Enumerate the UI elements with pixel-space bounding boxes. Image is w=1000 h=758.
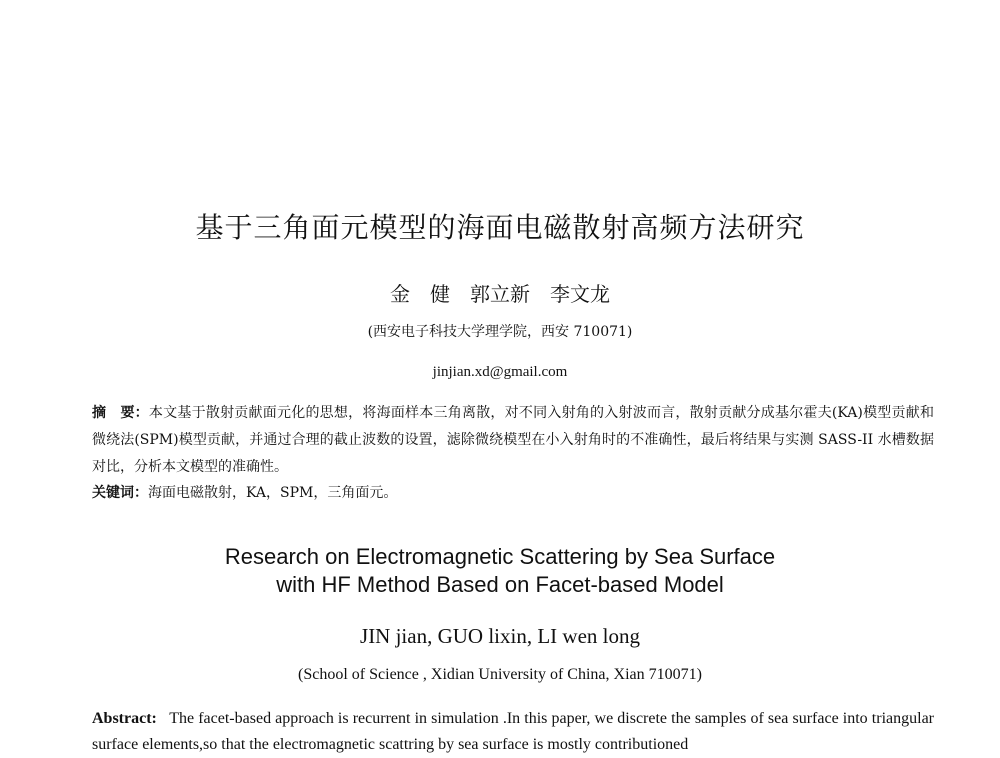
chinese-abstract	[92, 400, 934, 481]
english-title-line-1: Research on Electromagnetic Scattering by Sea Surface	[224, 544, 776, 569]
chinese-abstract-label: 摘 要：	[92, 405, 149, 421]
chinese-keywords-text: 海面电磁散射，KA，SPM，三角面元。	[148, 485, 398, 501]
english-abstract-label: Abstract:	[92, 710, 157, 727]
english-authors: JIN jian, GUO lixin, LI wen long	[360, 624, 640, 648]
chinese-affiliation: (西安电子科技大学理学院，西安 710071)	[367, 324, 633, 340]
english-affiliation: (School of Science , Xidian University of China, Xian 710071)	[298, 666, 702, 683]
english-abstract-text: The facet-based approach is recurrent in simulation .In this paper, we discrete the samples of sea surface into triangular surface elements,so that the electromagnetic scattring by sea surface is mostly contributioned	[92, 710, 934, 753]
chinese-authors: 金 健 郭立新 李文龙	[390, 282, 610, 306]
english-abstract	[92, 706, 934, 758]
chinese-keywords	[92, 481, 934, 505]
chinese-abstract-text: 本文基于散射贡献面元化的思想，将海面样本三角离散，对不同入射角的入射波而言，散射贡献分成基尔霍夫(KA)模型贡献和微绕法(SPM)模型贡献，并通过合理的截止波数的设置，滤除微绕模型在小入射角时的不准确性，最后将结果与实测 SASS-II 水槽数据对比，分析本文模型的准确性。	[92, 405, 934, 475]
english-title	[0, 543, 1000, 599]
author-email: jinjian.xd@gmail.com	[432, 364, 568, 380]
chinese-title: 基于三角面元模型的海面电磁散射高频方法研究	[195, 211, 805, 244]
english-title-line-2: with HF Method Based on Facet-based Model	[276, 572, 724, 597]
chinese-keywords-label: 关键词：	[92, 485, 148, 501]
